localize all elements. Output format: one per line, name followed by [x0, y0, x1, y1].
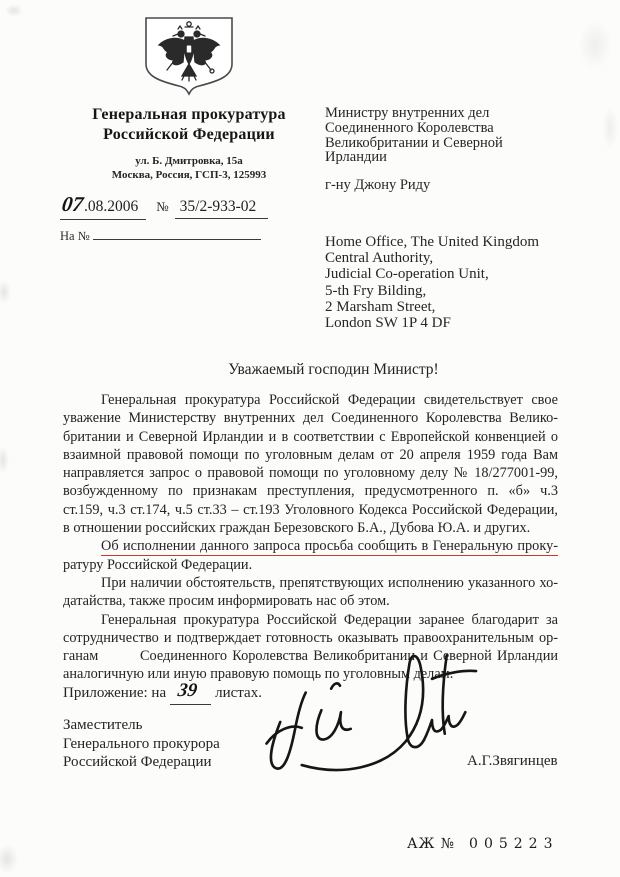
body-line: возбужденному по признакам преступления, предусмотренного п. «б» ч.3 — [63, 483, 558, 500]
reference-label: На № — [60, 229, 90, 243]
body-line-red-underlined: ратуру Российской Федерации. — [63, 556, 558, 574]
handwritten-date-day: 07 — [60, 192, 85, 216]
body-line: британии и Северной Ирландии и в соответствии с Европейской конвенцией о — [63, 428, 558, 445]
attachment-line — [63, 681, 262, 705]
coat-of-arms-icon — [141, 14, 237, 98]
reference-number-row — [60, 227, 261, 244]
signer-title-block — [63, 716, 220, 772]
body-line: взаимной правовой помощи по уголовным делам от 20 апреля 1959 года Вам — [63, 446, 558, 463]
signer-name: А.Г.Звягинцев — [467, 753, 558, 769]
body-line: датайства, также просим информировать нас об этом. — [63, 593, 390, 610]
recipient-en-line: Judicial Co-operation Unit, — [325, 266, 489, 283]
letterhead — [58, 14, 320, 182]
stamp-number: 005223 — [469, 836, 559, 852]
recipient-en-line: 5-th Fry Bilding, — [325, 282, 427, 299]
recipient-en-line: 2 Marsham Street, — [325, 298, 436, 315]
body-line-red-underlined: в отношении российских граждан Березовского Б.А., Дубова Ю.А. и других. — [63, 519, 558, 537]
recipient-en-line: Central Authority, — [325, 250, 434, 267]
attachment-prefix: Приложение: на — [63, 685, 167, 701]
document-number: 35/2-933-02 — [175, 198, 269, 219]
recipient-line: Великобритании и Северной — [325, 134, 503, 151]
body-line: сотрудничество и подтверждает готовность оказывать правоохранительным ор- — [63, 629, 558, 646]
salutation: Уважаемый господин Министр! — [228, 361, 439, 378]
recipient-en-line: Home Office, The United Kingdom — [325, 234, 539, 250]
org-name-line2: Российской Федерации — [103, 126, 275, 143]
attachment-sheet-count-field — [170, 681, 211, 705]
recipient-person: г-ну Джону Риду — [325, 177, 431, 194]
recipient-english-block — [325, 234, 575, 331]
body-line: аналогичную или иную правовую помощь по уголовным делам. — [63, 666, 454, 683]
handwritten-signature — [245, 650, 480, 790]
body-line: При наличии обстоятельств, препятствующих исполнению указанного хо- — [101, 574, 558, 591]
recipient-line: Министру внутренних дел — [325, 105, 490, 121]
org-name — [58, 105, 320, 145]
reference-blank-line — [93, 227, 261, 240]
body-line-red-underlined: направляется запрос о правовой помощи по уголовному делу № 18/277001-99, — [63, 464, 558, 482]
scan-artifact — [602, 106, 618, 150]
recipient-line: Ирландии — [325, 149, 387, 166]
org-address-line2: Москва, Россия, ГСП-3, 125993 — [111, 169, 267, 181]
date-number-row — [60, 192, 330, 220]
body-line: Генеральная прокуратура Российской Федерации заранее благодарит за — [101, 611, 558, 628]
scan-artifact — [5, 4, 23, 17]
date-typed: .08.2006 — [84, 198, 139, 215]
number-sign: № — [156, 199, 169, 214]
recipient-line: Соединенного Королевства — [325, 119, 494, 136]
org-name-line1: Генеральная прокуратура — [92, 106, 286, 123]
signer-title-line: Генерального прокурора — [63, 735, 220, 752]
body-line: ст.159, ч.3 ст.174, ч.5 ст.33 – ст.193 Уголовного Кодекса Российской Федерации, — [63, 501, 558, 518]
letter-body — [63, 391, 558, 684]
signer-title-line: Заместитель — [63, 717, 143, 733]
body-line: Генеральная прокуратура Российской Федерации свидетельствует свое — [101, 392, 558, 408]
scan-artifact — [0, 446, 9, 474]
body-line-red-underlined: Об исполнении данного запроса просьба сообщить в Генеральную проку- — [63, 537, 558, 555]
archival-stamp-number — [407, 836, 558, 852]
attachment-suffix: листах. — [215, 685, 262, 701]
signer-title-line: Российской Федерации — [63, 754, 212, 770]
body-line: ганам Соединенного Королевства Великобритании и Северной Ирландии — [63, 648, 558, 665]
org-address-line1: ул. Б. Дмитровка, 15а — [135, 155, 243, 167]
date-field — [60, 192, 146, 220]
scan-artifact — [0, 844, 18, 874]
scan-artifact — [578, 20, 612, 70]
org-address — [58, 154, 320, 182]
recipient-russian-block — [325, 106, 565, 193]
recipient-en-line: London SW 1P 4 DF — [325, 315, 451, 332]
stamp-prefix: АЖ № — [407, 836, 456, 852]
handwritten-sheet-count: 39 — [176, 680, 199, 701]
body-line: уважение Министерству внутренних дел Соединенного Королевства Велико- — [63, 410, 558, 427]
scan-artifact — [0, 280, 11, 304]
